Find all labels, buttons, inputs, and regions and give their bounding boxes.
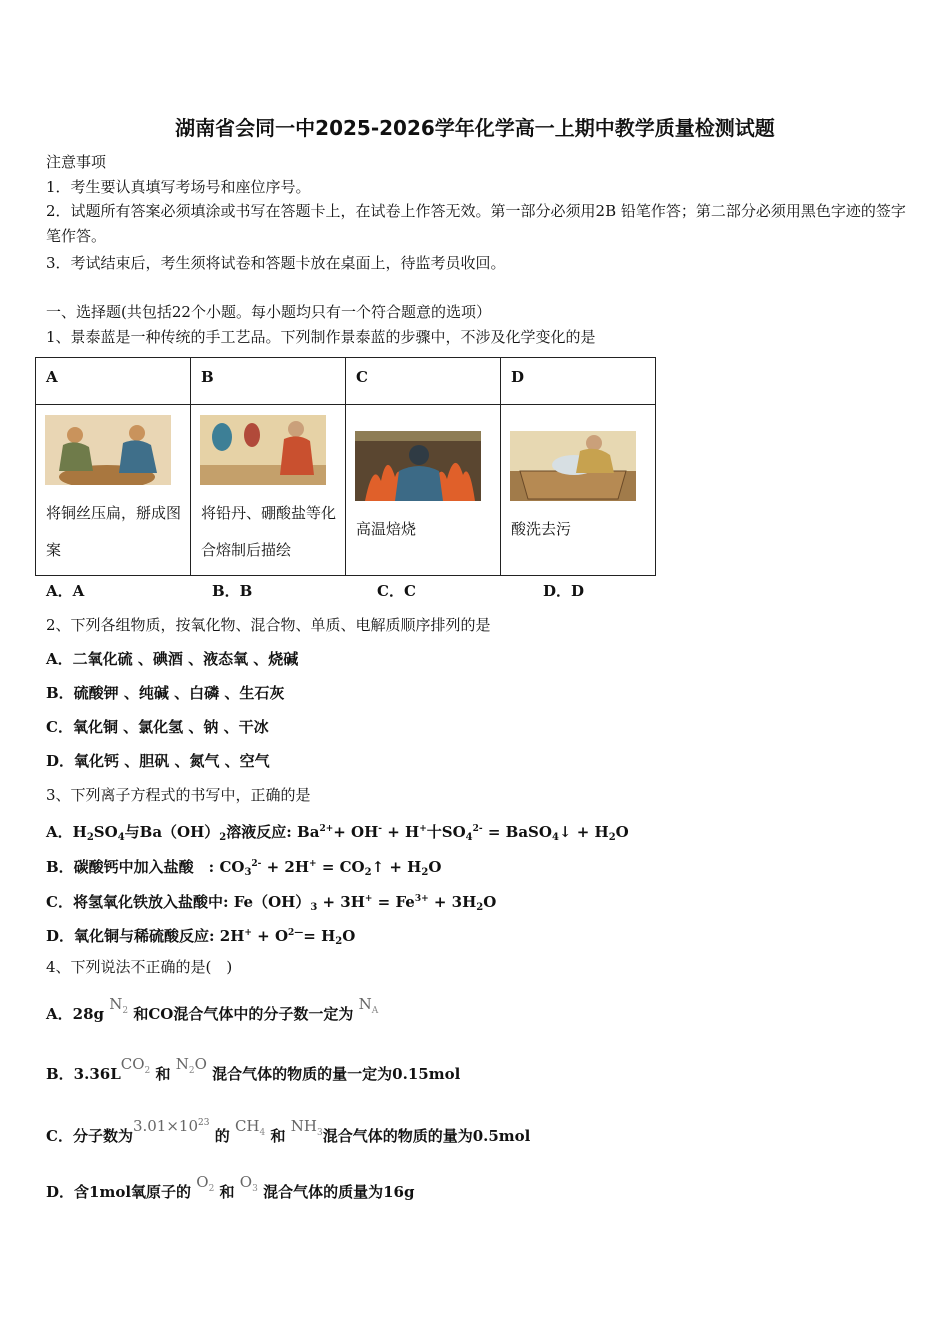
q1-col-d-caption: 酸洗去污 [511,520,572,538]
q1-col-b-cell [191,405,346,576]
q3-option-b: B．碳酸钙中加入盐酸 : $CO_3^{2-} + 2H^+$ = $CO_2↑ + H_2O$ [46,858,442,878]
q2-option-a: A．二氧化硫 、碘酒 、液态氧 、烧碱 [46,650,299,668]
q1-col-c-header: C [346,358,501,405]
notice-item-1: 1．考生要认真填写考场号和座位序号。 [46,178,311,196]
q1-col-c-caption: 高温焙烧 [356,520,417,538]
q1-col-c-cell [346,405,501,576]
q2-option-b: B．硫酸钾 、纯碱 、白磷 、生石灰 [46,684,285,702]
q3-option-c: C．将氢氧化铁放入盐酸中: $Fe(OH)_3 + 3H^+ = Fe^{3+} + 3H_2O$ [46,893,497,913]
q4-option-d: D．含1mol氧原子的 $O_2$ 和 $O_3$ 混合气体的质量为16g [46,1173,415,1201]
q2-option-c: C．氧化铜 、氯化氢 、钠 、干冰 [46,718,269,736]
q1-answer-a: A．A [46,582,85,600]
notice-item-2: 2．试题所有答案必须填涂或书写在答题卡上，在试卷上作答无效。第一部分必须用2B 铅笔作答；第二部分必须用黑色字迹的签字笔作答。 [46,202,906,245]
q1-stem: 1、景泰蓝是一种传统的手工艺品。下列制作景泰蓝的步骤中，不涉及化学变化的是 [46,328,596,346]
q2-stem: 2、下列各组物质，按氧化物、混合物、单质、电解质顺序排列的是 [46,616,491,634]
q4-option-c: C．分子数为$3.01\times 10^{23}$ 的 $CH_4$ 和 $NH_3$混合气体的物质的量为0.5mol [46,1117,531,1145]
q3-option-d: D．氧化铜与稀硫酸反应: $2H^+ + O^{2—}= H_2O$ [46,927,356,947]
section-heading: 一、选择题(共包括22个小题。每小题均只有一个符合题意的选项） [46,303,491,321]
illustration-painting-enamel [200,415,326,485]
q1-answer-b: B．B [212,582,253,600]
q1-col-b-header: B [191,358,346,405]
notice-heading: 注意事项 [46,153,107,171]
q1-col-a-caption: 将铜丝压扁，掰成图案 [46,504,182,559]
q1-col-d-header: D [501,358,656,405]
notice-item-3: 3．考试结束后，考生须将试卷和答题卡放在桌面上，待监考员收回。 [46,254,506,272]
q3-stem: 3、下列离子方程式的书写中，正确的是 [46,786,311,804]
q2-option-d: D．氧化钙 、胆矾 、氮气 、空气 [46,752,270,770]
q4-option-a: A．28g $N_2$ 和CO混合气体中的分子数一定为 $N_A$ [46,995,379,1023]
q1-col-a-cell [36,405,191,576]
q1-options-table [35,357,656,576]
q1-answer-d: D．D [543,582,585,600]
q1-col-d-cell [501,405,656,576]
q1-col-b-caption: 将铅丹、硼酸盐等化合熔制后描绘 [201,504,337,559]
q1-col-a-header: A [36,358,191,405]
illustration-high-temp-firing [355,431,481,501]
illustration-acid-washing [510,431,636,501]
q4-option-b: B．$3.36LCO_2$ 和 $N_2O$ 混合气体的物质的量一定为0.15mol [46,1055,461,1083]
illustration-pressing-copper [45,415,171,485]
exam-title: 湖南省会同一中2025-2026学年化学高一上期中教学质量检测试题 [175,116,775,140]
q3-option-a: A．$H_2SO_4$与$Ba(OH)_2$溶液反应: $Ba^{2+}+ OH^- + H^+$十$SO_4^{2-}$ = BaSO$_4$↓ + $H_2O$ [46,823,629,843]
q4-stem: 4、下列说法不正确的是( ) [46,958,233,976]
q1-answer-c: C．C [377,582,416,600]
